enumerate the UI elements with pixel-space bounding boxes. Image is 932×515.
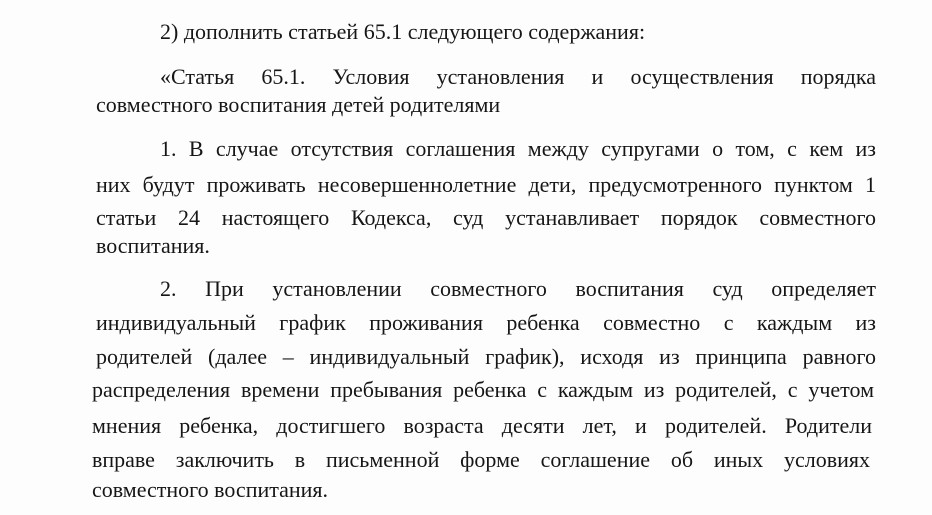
article-heading-line-1: «Статья 65.1. Условия установления и осуществления порядка — [160, 64, 876, 89]
paragraph-2-line-1: 2. При установлении совместного воспитания суд определяет — [160, 276, 876, 301]
paragraph-1-line-3: статьи 24 настоящего Кодекса, суд устанавливает порядок совместного — [96, 205, 876, 230]
paragraph-2-line-3: родителей (далее – индивидуальный график), исходя из принципа равного — [96, 344, 876, 369]
paragraph-2-line-4: распределения времени пребывания ребенка с каждым из родителей, с учетом — [92, 377, 874, 402]
paragraph-2-line-7: совместного воспитания. — [92, 477, 329, 502]
intro-line: 2) дополнить статьей 65.1 следующего содержания: — [160, 19, 646, 44]
article-heading-line-2: совместного воспитания детей родителями — [96, 92, 501, 117]
paragraph-2-line-2: индивидуальный график проживания ребенка совместно с каждым из — [96, 310, 876, 335]
paragraph-1-line-1: 1. В случае отсутствия соглашения между супругами о том, с кем из — [160, 136, 876, 161]
paragraph-1-line-4: воспитания. — [96, 233, 210, 258]
paragraph-1-line-2: них будут проживать несовершеннолетние дети, предусмотренного пунктом 1 — [96, 172, 876, 197]
paragraph-2-line-6: вправе заключить в письменной форме соглашение об иных условиях — [92, 447, 870, 472]
paragraph-2-line-5: мнения ребенка, достигшего возраста десяти лет, и родителей. Родители — [92, 413, 872, 438]
